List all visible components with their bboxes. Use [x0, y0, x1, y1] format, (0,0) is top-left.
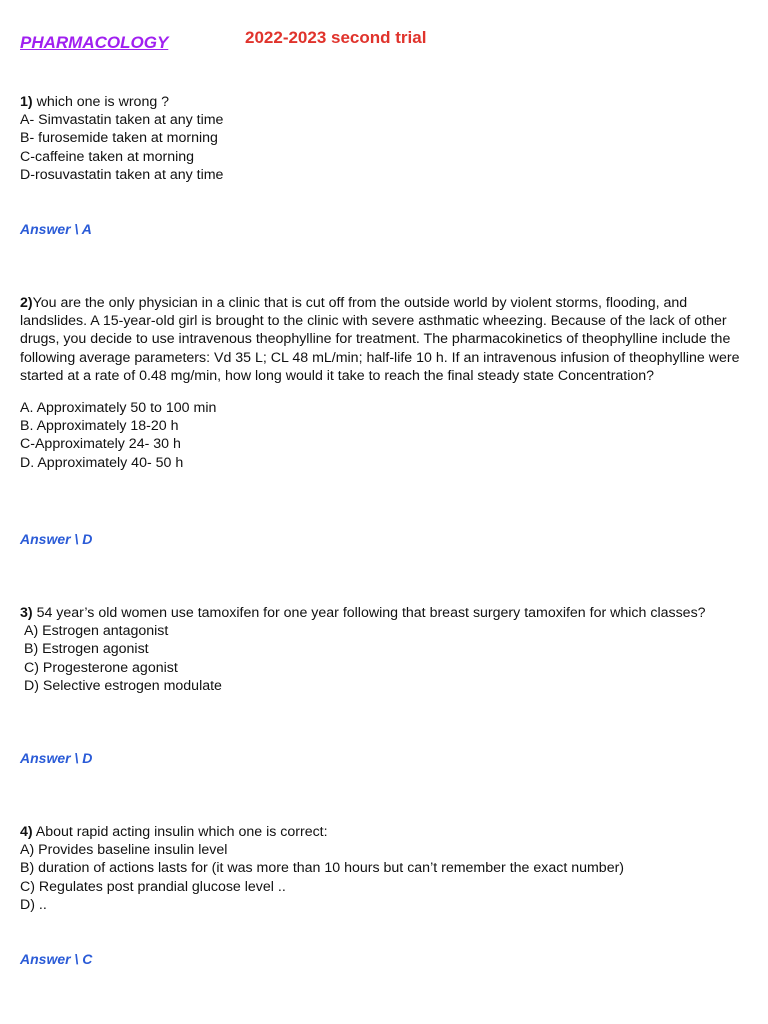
question-text: About rapid acting insulin which one is correct: — [32, 824, 328, 840]
option-b: B. Approximately 18-20 h — [20, 418, 179, 435]
question-stem — [20, 604, 750, 622]
options-list — [20, 399, 750, 472]
question-number: 4) — [20, 824, 33, 840]
answer-3: Answer \ D — [20, 750, 93, 766]
option-c: C-Approximately 24- 30 h — [20, 436, 181, 453]
option-a: A. Approximately 50 to 100 min — [20, 400, 217, 417]
option-c: C-caffeine taken at morning — [20, 148, 195, 165]
option-b: B) duration of actions lasts for (it was more than 10 hours but can’t remember the exact number) — [20, 860, 625, 877]
option-c: C) Regulates post prandial glucose level .. — [20, 878, 286, 895]
question-4 — [20, 823, 750, 914]
option-d: D-rosuvastatin taken at any time — [20, 166, 224, 183]
question-number: 2) — [20, 295, 33, 311]
question-stem — [20, 294, 750, 385]
question-number: 1) — [20, 94, 33, 110]
option-d: D. Approximately 40- 50 h — [20, 454, 184, 471]
answer-1: Answer \ A — [20, 221, 92, 237]
option-a: A- Simvastatin taken at any time — [20, 112, 224, 129]
question-text: which one is wrong ? — [32, 94, 170, 110]
question-text: 54 year’s old women use tamoxifen for one year following that breast surgery tamoxifen for which classes? — [32, 605, 706, 621]
option-b: B- furosemide taken at morning — [20, 130, 218, 147]
question-text: You are the only physician in a clinic that is cut off from the outside world by violent storms, flooding, and landslides. A 15-year-old girl is brought to the clinic with severe asthmatic wheezing. Because of the lack of other drugs, you decide to use intravenous theophylline for treatment. The pharmacokinetics of theophylline include the following average parameters: Vd 35 L; CL 48 mL/min; half-life 10 h. If an intravenous infusion of theophylline were started at a rate of 0.48 mg/min, how long would it take to reach the final steady state Concentration? — [20, 295, 740, 384]
question-1 — [20, 93, 750, 184]
question-stem — [20, 93, 750, 111]
question-number: 3) — [20, 605, 33, 621]
question-2 — [20, 294, 750, 472]
option-b: B) Estrogen agonist — [24, 641, 149, 658]
answer-2: Answer \ D — [20, 531, 93, 547]
option-d: D) .. — [20, 896, 47, 913]
answer-4: Answer \ C — [20, 951, 93, 967]
option-c: C) Progesterone agonist — [24, 659, 178, 676]
question-3 — [20, 604, 750, 695]
trial-title: 2022-2023 second trial — [245, 28, 427, 47]
option-a: A) Provides baseline insulin level — [20, 842, 228, 859]
option-d: D) Selective estrogen modulate — [24, 677, 222, 694]
subject-title: PHARMACOLOGY — [20, 33, 169, 52]
question-stem — [20, 823, 750, 841]
option-a: A) Estrogen antagonist — [24, 623, 169, 640]
